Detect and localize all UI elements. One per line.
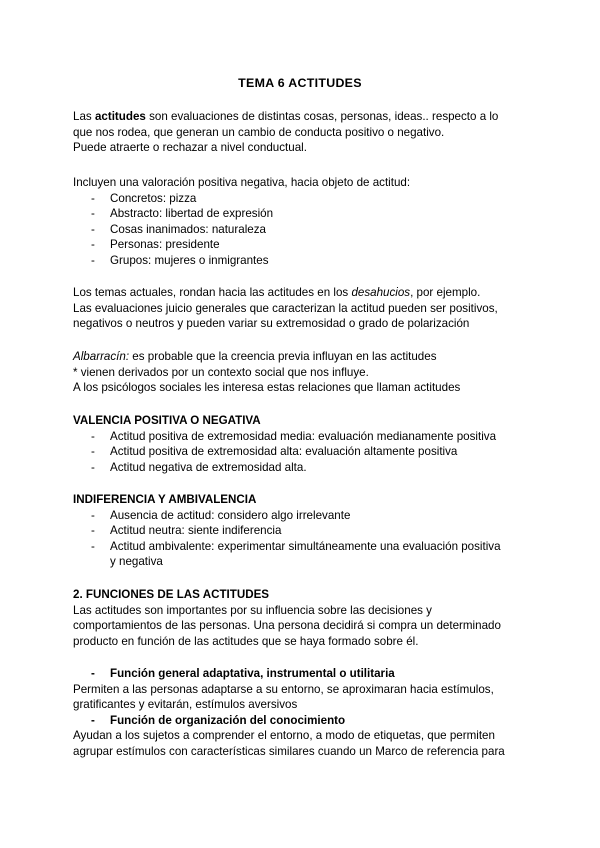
intro-lead: Las [73, 110, 92, 123]
dash-bullet: - [91, 508, 95, 522]
dash-bullet: - [91, 524, 95, 537]
albarracin-line-1 [73, 349, 533, 365]
intro-line-1 [73, 109, 533, 125]
dash-bullet: - [91, 713, 95, 727]
themes-post: , por ejemplo. [410, 286, 481, 299]
dash-bullet: - [91, 253, 95, 267]
list-item-text: Actitud positiva de extremosidad alta: evaluación altamente positiva [110, 445, 458, 458]
function-heading [73, 666, 533, 682]
dash-bullet: - [91, 460, 95, 474]
intro-term: actitudes [94, 110, 146, 123]
list-item [73, 237, 533, 253]
list-item-text: Concretos: pizza [110, 191, 197, 205]
objects-lead: Incluyen una valoración positiva negativa, hacia objeto de actitud: [73, 176, 411, 189]
list-item-continuation [73, 554, 533, 570]
albarracin-text: es probable que la creencia previa influyan en las actitudes [132, 350, 437, 363]
page-title: TEMA 6 ACTITUDES [238, 76, 362, 90]
list-item [73, 191, 533, 207]
intro-line-3: Puede atraerte o rechazar a nivel conductual. [73, 141, 307, 154]
themes-pre: Los temas actuales, rondan hacia las actitudes en los [73, 286, 349, 299]
function-heading-text: Función de organización del conocimiento [110, 713, 346, 727]
funciones-line-3: producto en función de las actitudes que se haya formado sobre él. [73, 634, 419, 648]
albarracin-line-2: * vienen derivados por un contexto social que nos influye. [73, 365, 369, 379]
themes-line-1 [73, 285, 533, 301]
list-item-text: Actitud ambivalente: experimentar simultáneamente una evaluación positiva [110, 539, 501, 553]
themes-paragraph [73, 285, 533, 332]
list-item [73, 222, 533, 238]
dash-bullet: - [91, 222, 95, 236]
function-text-line: gratificantes y evitarán, estímulos aversivos [73, 698, 298, 711]
list-item-text: Actitud positiva de extremosidad media: evaluación medianamente positiva [110, 429, 497, 443]
funciones-heading: 2. FUNCIONES DE LAS ACTITUDES [73, 588, 270, 601]
themes-line-2: Las evaluaciones juicio generales que caracterizan la actitud pueden ser positivos, [73, 301, 498, 315]
dash-bullet: - [91, 429, 95, 443]
funciones-section [73, 587, 533, 649]
list-item-text: Cosas inanimados: naturaleza [110, 222, 266, 236]
function-text-line: Permiten a las personas adaptarse a su entorno, se aproximaran hacia estímulos, [73, 682, 494, 696]
funciones-line-1: Las actitudes son importantes por su influencia sobre las decisiones y [73, 603, 432, 617]
funciones-line-2: comportamientos de las personas. Una persona decidirá si compra un determinado [73, 619, 501, 632]
dash-bullet: - [91, 445, 95, 458]
dash-bullet: - [91, 667, 95, 680]
list-item-text: Actitud neutra: siente indiferencia [110, 524, 282, 537]
function-text-line: Ayudan a los sujetos a comprender el entorno, a modo de etiquetas, que permiten [73, 729, 495, 742]
valencia-heading: VALENCIA POSITIVA O NEGATIVA [73, 414, 261, 427]
list-item [73, 444, 533, 460]
list-item-text: y negativa [110, 555, 163, 568]
list-item [73, 253, 533, 269]
list-item-text: Grupos: mujeres o inmigrantes [110, 253, 269, 267]
function-heading-text: Función general adaptativa, instrumental o utilitaria [110, 667, 395, 680]
list-item-text: Personas: presidente [110, 238, 220, 251]
themes-line-3: negativos o neutros y pueden variar su extremosidad o grado de polarización [73, 317, 470, 330]
albarracin-paragraph [73, 349, 533, 396]
intro-paragraph [73, 109, 533, 156]
themes-italic: desahucios [351, 286, 411, 299]
dash-bullet: - [91, 191, 95, 205]
list-item [73, 523, 533, 539]
indiferencia-section [73, 492, 533, 570]
dash-bullet: - [91, 539, 95, 553]
albarracin-name: Albarracín: [73, 350, 130, 363]
function-text-line: agrupar estímulos con características similares cuando un Marco de referencia para [73, 744, 505, 758]
dash-bullet: - [91, 207, 95, 220]
list-item [73, 429, 533, 445]
list-item-text: Abstracto: libertad de expresión [110, 207, 274, 220]
list-item [73, 539, 533, 555]
indiferencia-heading: INDIFERENCIA Y AMBIVALENCIA [73, 493, 257, 506]
dash-bullet: - [91, 238, 95, 251]
intro-line-2: que nos rodea, que generan un cambio de conducta positivo o negativo. [73, 125, 445, 139]
list-item [73, 508, 533, 524]
list-item [73, 460, 533, 476]
valencia-section [73, 413, 533, 475]
list-item [73, 206, 533, 222]
albarracin-line-3: A los psicólogos sociales les interesa estas relaciones que llaman actitudes [73, 381, 461, 394]
intro-rest: son evaluaciones de distintas cosas, personas, ideas.. respecto a lo [149, 110, 499, 123]
function-adaptativa [73, 666, 533, 759]
function-heading [73, 713, 533, 729]
list-item-text: Actitud negativa de extremosidad alta. [110, 460, 307, 474]
attitude-objects [73, 175, 533, 268]
list-item-text: Ausencia de actitud: considero algo irrelevante [110, 508, 351, 522]
